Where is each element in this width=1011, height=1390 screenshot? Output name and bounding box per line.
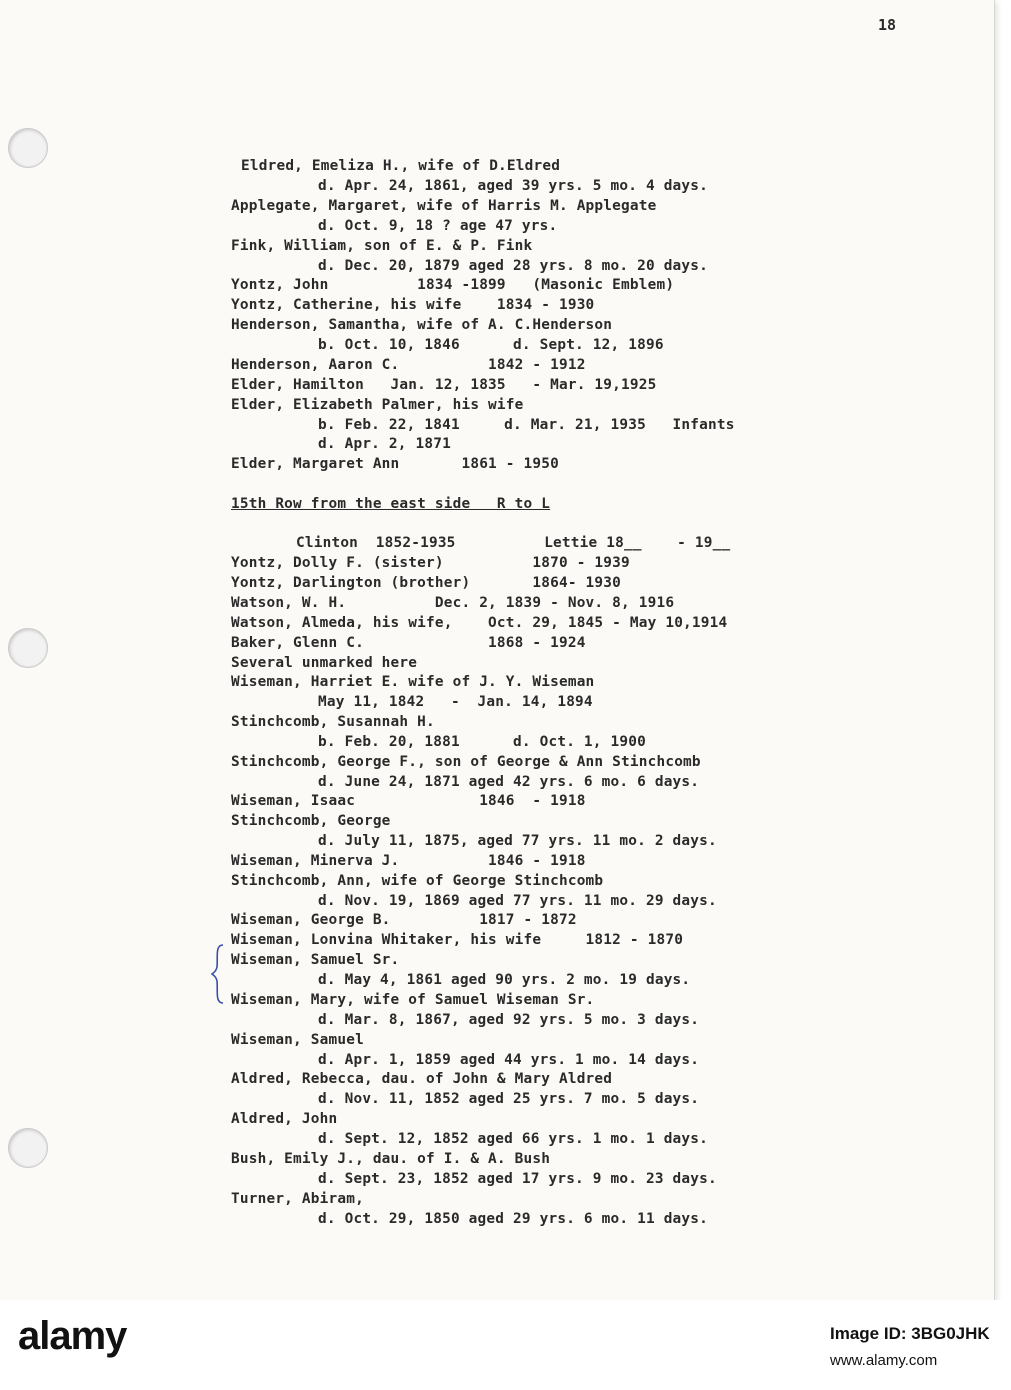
punch-hole [8, 628, 48, 668]
handwritten-brace-mark [211, 943, 225, 1005]
image-id: Image ID: 3BG0JHK [830, 1324, 990, 1343]
record-line: d. Oct. 29, 1850 aged 29 yrs. 6 mo. 11 days. [318, 1211, 709, 1227]
record-line: Wiseman, Samuel [231, 1032, 364, 1048]
record-line: Wiseman, Mary, wife of Samuel Wiseman Sr. [231, 992, 595, 1008]
record-line: Yontz, John 1834 -1899 (Masonic Emblem) [231, 277, 675, 293]
record-line: d. Apr. 2, 1871 [318, 436, 451, 452]
record-line: Yontz, Darlington (brother) 1864- 1930 [231, 575, 622, 591]
record-line: d. Mar. 8, 1867, aged 92 yrs. 5 mo. 3 days. [318, 1012, 700, 1028]
record-line: Wiseman, Lonvina Whitaker, his wife 1812 - 1870 [231, 932, 684, 948]
record-line: d. June 24, 1871 aged 42 yrs. 6 mo. 6 days. [318, 774, 700, 790]
record-line: d. Apr. 24, 1861, aged 39 yrs. 5 mo. 4 days. [318, 178, 709, 194]
record-line: b. Oct. 10, 1846 d. Sept. 12, 1896 [318, 337, 664, 353]
record-line: Elder, Elizabeth Palmer, his wife [231, 397, 524, 413]
record-line: d. Oct. 9, 18 ? age 47 yrs. [318, 218, 558, 234]
record-line: Stinchcomb, George F., son of George & Ann Stinchcomb [231, 754, 701, 770]
record-line: d. May 4, 1861 aged 90 yrs. 2 mo. 19 days. [318, 972, 691, 988]
record-line: Henderson, Aaron C. 1842 - 1912 [231, 357, 586, 373]
record-line: Wiseman, George B. 1817 - 1872 [231, 912, 577, 928]
record-line: Applegate, Margaret, wife of Harris M. Applegate [231, 198, 657, 214]
record-line: Yontz, Catherine, his wife 1834 - 1930 [231, 297, 595, 313]
record-line: Watson, Almeda, his wife, Oct. 29, 1845 - May 10,1914 [231, 615, 728, 631]
record-line: d. July 11, 1875, aged 77 yrs. 11 mo. 2 days. [318, 833, 717, 849]
section-heading: 15th Row from the east side R to L [231, 496, 551, 512]
record-line: Wiseman, Isaac 1846 - 1918 [231, 793, 586, 809]
record-line: b. Feb. 20, 1881 d. Oct. 1, 1900 [318, 734, 646, 750]
page-number: 18 [878, 16, 897, 34]
punch-hole [8, 128, 48, 168]
record-line: Clinton 1852-1935 Lettie 18__ - 19__ [296, 535, 731, 551]
stock-footer [0, 1300, 1011, 1390]
record-line: d. Nov. 19, 1869 aged 77 yrs. 11 mo. 29 days. [318, 893, 717, 909]
record-line: Several unmarked here [231, 655, 418, 671]
record-line: Wiseman, Samuel Sr. [231, 952, 400, 968]
alamy-logo: alamy [18, 1314, 127, 1358]
record-line: Elder, Hamilton Jan. 12, 1835 - Mar. 19,1925 [231, 377, 657, 393]
record-line: May 11, 1842 - Jan. 14, 1894 [318, 694, 593, 710]
record-line: Stinchcomb, George [231, 813, 391, 829]
record-line: Watson, W. H. Dec. 2, 1839 - Nov. 8, 1916 [231, 595, 675, 611]
record-line: Yontz, Dolly F. (sister) 1870 - 1939 [231, 555, 630, 571]
record-line: Bush, Emily J., dau. of I. & A. Bush [231, 1151, 551, 1167]
record-line: Stinchcomb, Ann, wife of George Stinchcomb [231, 873, 604, 889]
record-line: Elder, Margaret Ann 1861 - 1950 [231, 456, 559, 472]
record-line: Henderson, Samantha, wife of A. C.Henderson [231, 317, 613, 333]
record-line: Baker, Glenn C. 1868 - 1924 [231, 635, 586, 651]
record-line: Fink, William, son of E. & P. Fink [231, 238, 533, 254]
record-line: Stinchcomb, Susannah H. [231, 714, 435, 730]
record-line: Aldred, John [231, 1111, 338, 1127]
record-line: d. Sept. 23, 1852 aged 17 yrs. 9 mo. 23 days. [318, 1171, 717, 1187]
record-line: Aldred, Rebecca, dau. of John & Mary Aldred [231, 1071, 613, 1087]
record-line: d. Dec. 20, 1879 aged 28 yrs. 8 mo. 20 days. [318, 258, 709, 274]
record-line: Eldred, Emeliza H., wife of D.Eldred [241, 158, 561, 174]
record-line: Turner, Abiram, [231, 1191, 364, 1207]
record-line: Wiseman, Minerva J. 1846 - 1918 [231, 853, 586, 869]
site-url[interactable]: www.alamy.com [830, 1352, 938, 1369]
record-line: d. Nov. 11, 1852 aged 25 yrs. 7 mo. 5 days. [318, 1091, 700, 1107]
record-line: d. Apr. 1, 1859 aged 44 yrs. 1 mo. 14 days. [318, 1052, 700, 1068]
record-line: d. Sept. 12, 1852 aged 66 yrs. 1 mo. 1 days. [318, 1131, 709, 1147]
record-line: Wiseman, Harriet E. wife of J. Y. Wiseman [231, 674, 595, 690]
record-line: b. Feb. 22, 1841 d. Mar. 21, 1935 Infants [318, 417, 735, 433]
punch-hole [8, 1128, 48, 1168]
